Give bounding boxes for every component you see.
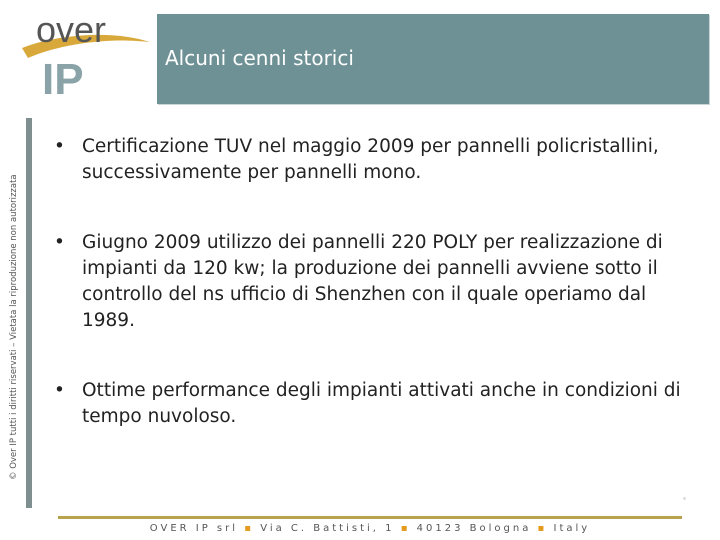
footer-rule xyxy=(58,516,682,519)
bullet-text: Ottime performance degli impianti attivati anche in condizioni di tempo nuvoloso. xyxy=(82,380,681,427)
decorative-dot xyxy=(683,497,686,500)
bullet-text: Certificazione TUV nel maggio 2009 per pannelli policristallini, successivamente per pannelli mono. xyxy=(82,136,659,183)
bullet-symbol: • xyxy=(54,380,65,401)
over-ip-logo xyxy=(18,8,158,100)
footer-city: 40123 Bologna xyxy=(416,523,532,534)
logo-word-ip: IP xyxy=(42,55,84,100)
footer-separator: ▪ xyxy=(244,523,255,534)
page-title: Alcuni cenni storici xyxy=(165,46,354,70)
left-vertical-rule xyxy=(26,118,32,508)
title-bar xyxy=(157,14,709,104)
footer-separator: ▪ xyxy=(400,523,411,534)
bullet-symbol: • xyxy=(54,232,65,253)
logo-word-over: over xyxy=(36,9,107,50)
bullet-item xyxy=(54,378,704,430)
bullet-text: Giugno 2009 utilizzo dei pannelli 220 POLY per realizzazione di impianti da 120 kw; la produzione dei pannelli avviene sotto il controllo del ns ufficio di Shenzhen con il quale operiamo dal 1989. xyxy=(82,232,663,331)
footer-company: OVER IP srl xyxy=(149,523,239,534)
footer-separator: ▪ xyxy=(537,523,548,534)
footer-country: Italy xyxy=(553,523,591,534)
bullet-item xyxy=(54,230,704,334)
bullet-item xyxy=(54,134,704,186)
bullet-symbol: • xyxy=(54,136,65,157)
copyright-vertical-text: © Over IP tutti i diritti riservati – Vietata la riproduzione non autorizzata xyxy=(9,174,19,480)
bullet-list xyxy=(54,134,704,430)
footer-address xyxy=(58,523,682,534)
footer-street: Via C. Battisti, 1 xyxy=(260,523,395,534)
